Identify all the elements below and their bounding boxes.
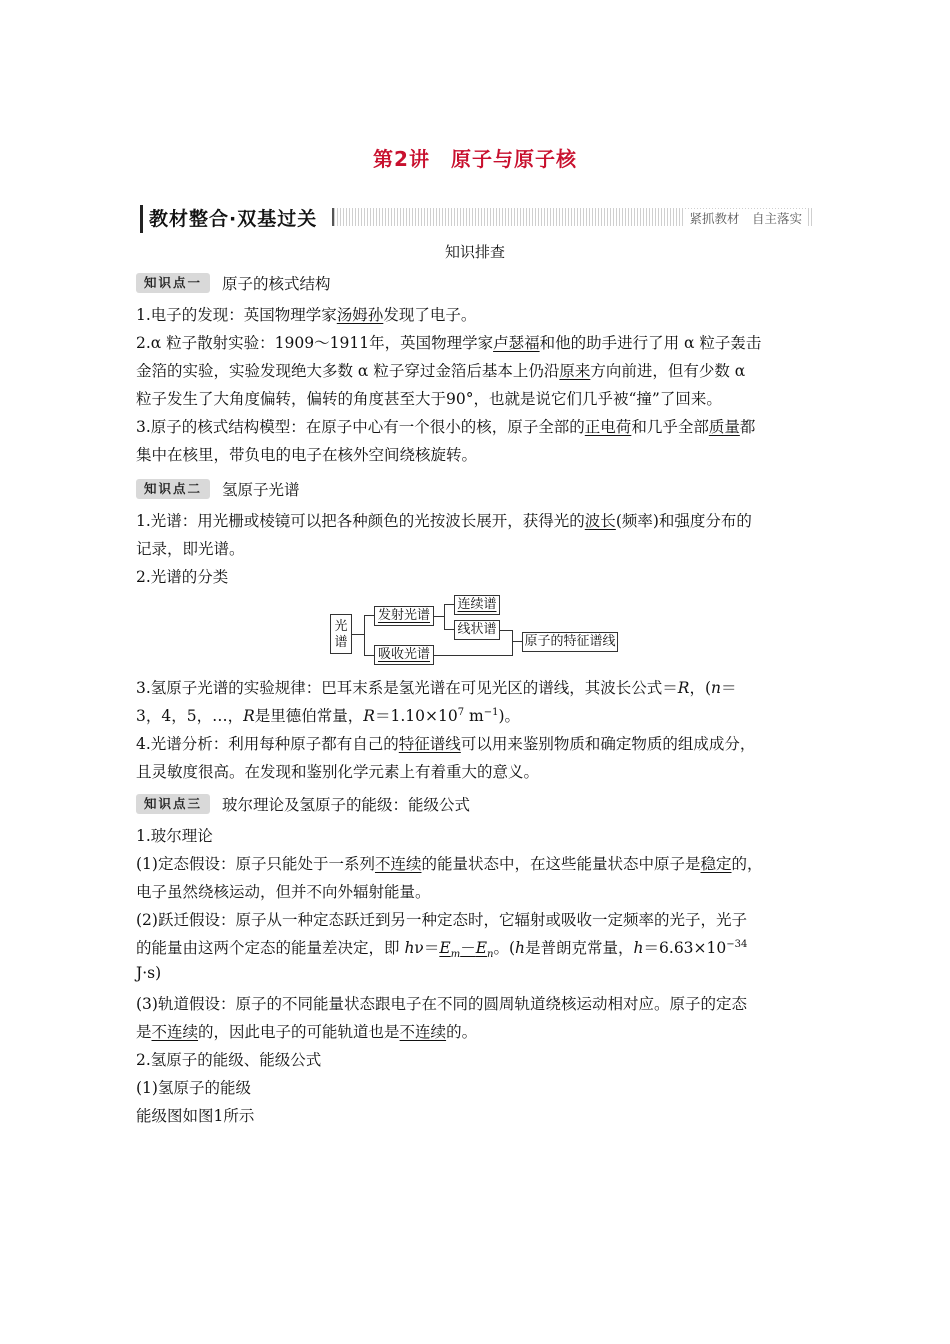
subheading: 知识排查 xyxy=(444,243,505,261)
connector xyxy=(500,630,512,631)
kp2-line-4: 3.氢原子光谱的实验规律：巴耳末系是氢光谱在可见光区的谱线，其波长公式＝R，(n＝ xyxy=(136,679,737,697)
banner-right-label: 紧抓教材 自主落实 xyxy=(685,209,806,227)
kp2-badge: 知识点二 xyxy=(136,479,210,499)
connector xyxy=(512,641,522,642)
connector xyxy=(444,604,445,629)
connector xyxy=(512,630,513,656)
kp1-line-3: 金箔的实验，实验发现绝大多数 α 粒子穿过金箔后基本上仍沿原来方向前进，但有少数 α xyxy=(136,362,746,380)
connector xyxy=(352,634,364,635)
kp1-title: 原子的核式结构 xyxy=(222,275,331,293)
node-line-spectrum: 线状谱 xyxy=(454,620,500,640)
kp3-line-1: 1.玻尔理论 xyxy=(136,827,213,845)
kp3-badge: 知识点三 xyxy=(136,794,210,814)
kp3-line-8: 是不连续的，因此电子的可能轨道也是不连续的。 xyxy=(136,1023,478,1041)
kp2-line-1: 1.光谱：用光栅或棱镜可以把各种颜色的光按波长展开，获得光的波长(频率)和强度分布的 xyxy=(136,512,752,530)
kp1-line-4: 粒子发生了大角度偏转，偏转的角度甚至大于90°，也就是说它们几乎被“撞”了回来。 xyxy=(136,390,722,408)
kp3-line-5: 的能量由这两个定态的能量差决定，即 $h\nu=E_m-E_n$。(h是普朗克常量，$h=6.63\times 10^{-34}$ xyxy=(136,938,748,961)
kp3-line-4: (2)跃迁假设：原子从一种定态跃迁到另一种定态时，它辐射或吸收一定频率的光子，光子 xyxy=(136,911,747,929)
kp2-title: 氢原子光谱 xyxy=(222,481,300,499)
connector xyxy=(434,616,444,617)
connector xyxy=(364,615,365,655)
kp3-line-11: 能级图如图1所示 xyxy=(136,1107,255,1125)
kp2-line-6: 4.光谱分析：利用每种原子都有自己的特征谱线可以用来鉴别物质和确定物质的组成成分， xyxy=(136,735,756,753)
spectrum-classification-diagram xyxy=(330,594,630,664)
kp1-badge: 知识点一 xyxy=(136,273,210,293)
connector xyxy=(434,655,512,656)
connector xyxy=(444,629,454,630)
kp3-line-9: 2.氢原子的能级、能级公式 xyxy=(136,1051,322,1069)
kp2-line-5: 3，4，5，…，R是里德伯常量，$R=1.10\times 10^7$ $m^{-1}$)。 xyxy=(136,706,520,725)
connector xyxy=(364,615,374,616)
node-emission-spectrum: 发射光谱 xyxy=(374,606,434,626)
knowledge-point-2-header xyxy=(136,478,300,500)
kp1-line-2: 2.α 粒子散射实验：1909～1911年，英国物理学家卢瑟福和他的助手进行了用 α 粒子轰击 xyxy=(136,334,762,352)
connector xyxy=(444,604,454,605)
page-title: 第2讲 原子与原子核 xyxy=(373,147,577,171)
kp2-line-3: 2.光谱的分类 xyxy=(136,568,229,586)
kp3-line-3: 电子虽然绕核运动，但并不向外辐射能量。 xyxy=(136,883,431,901)
connector xyxy=(364,655,374,656)
kp2-line-2: 记录，即光谱。 xyxy=(136,540,245,558)
node-characteristic-lines: 原子的特征谱线 xyxy=(522,632,618,652)
kp1-line-5: 3.原子的核式结构模型：在原子中心有一个很小的核，原子全部的正电荷和几乎全部质量都 xyxy=(136,418,756,436)
node-spectrum: 光谱 xyxy=(330,614,352,654)
kp3-line-10: (1)氢原子的能级 xyxy=(136,1079,251,1097)
kp1-line-6: 集中在核里，带负电的电子在核外空间绕核旋转。 xyxy=(136,446,478,464)
kp3-line-7: (3)轨道假设：原子的不同能量状态跟电子在不同的圆周轨道绕核运动相对应。原子的定态 xyxy=(136,995,747,1013)
knowledge-point-3-header xyxy=(136,793,470,815)
kp1-line-1: 1.电子的发现：英国物理学家汤姆孙发现了电子。 xyxy=(136,306,477,324)
kp3-line-6: J·s) xyxy=(136,964,162,982)
section-banner xyxy=(140,205,810,233)
kp3-title: 玻尔理论及氢原子的能级：能级公式 xyxy=(222,796,471,814)
banner-left-label: 教材整合·双基过关 xyxy=(140,205,330,233)
knowledge-point-1-header xyxy=(136,272,331,294)
kp2-line-7: 且灵敏度很高。在发现和鉴别化学元素上有着重大的意义。 xyxy=(136,763,540,781)
node-absorption-spectrum: 吸收光谱 xyxy=(374,645,434,665)
kp3-line-2: (1)定态假设：原子只能处于一系列不连续的能量状态中，在这些能量状态中原子是稳定的， xyxy=(136,855,763,873)
node-continuous-spectrum: 连续谱 xyxy=(454,595,500,615)
